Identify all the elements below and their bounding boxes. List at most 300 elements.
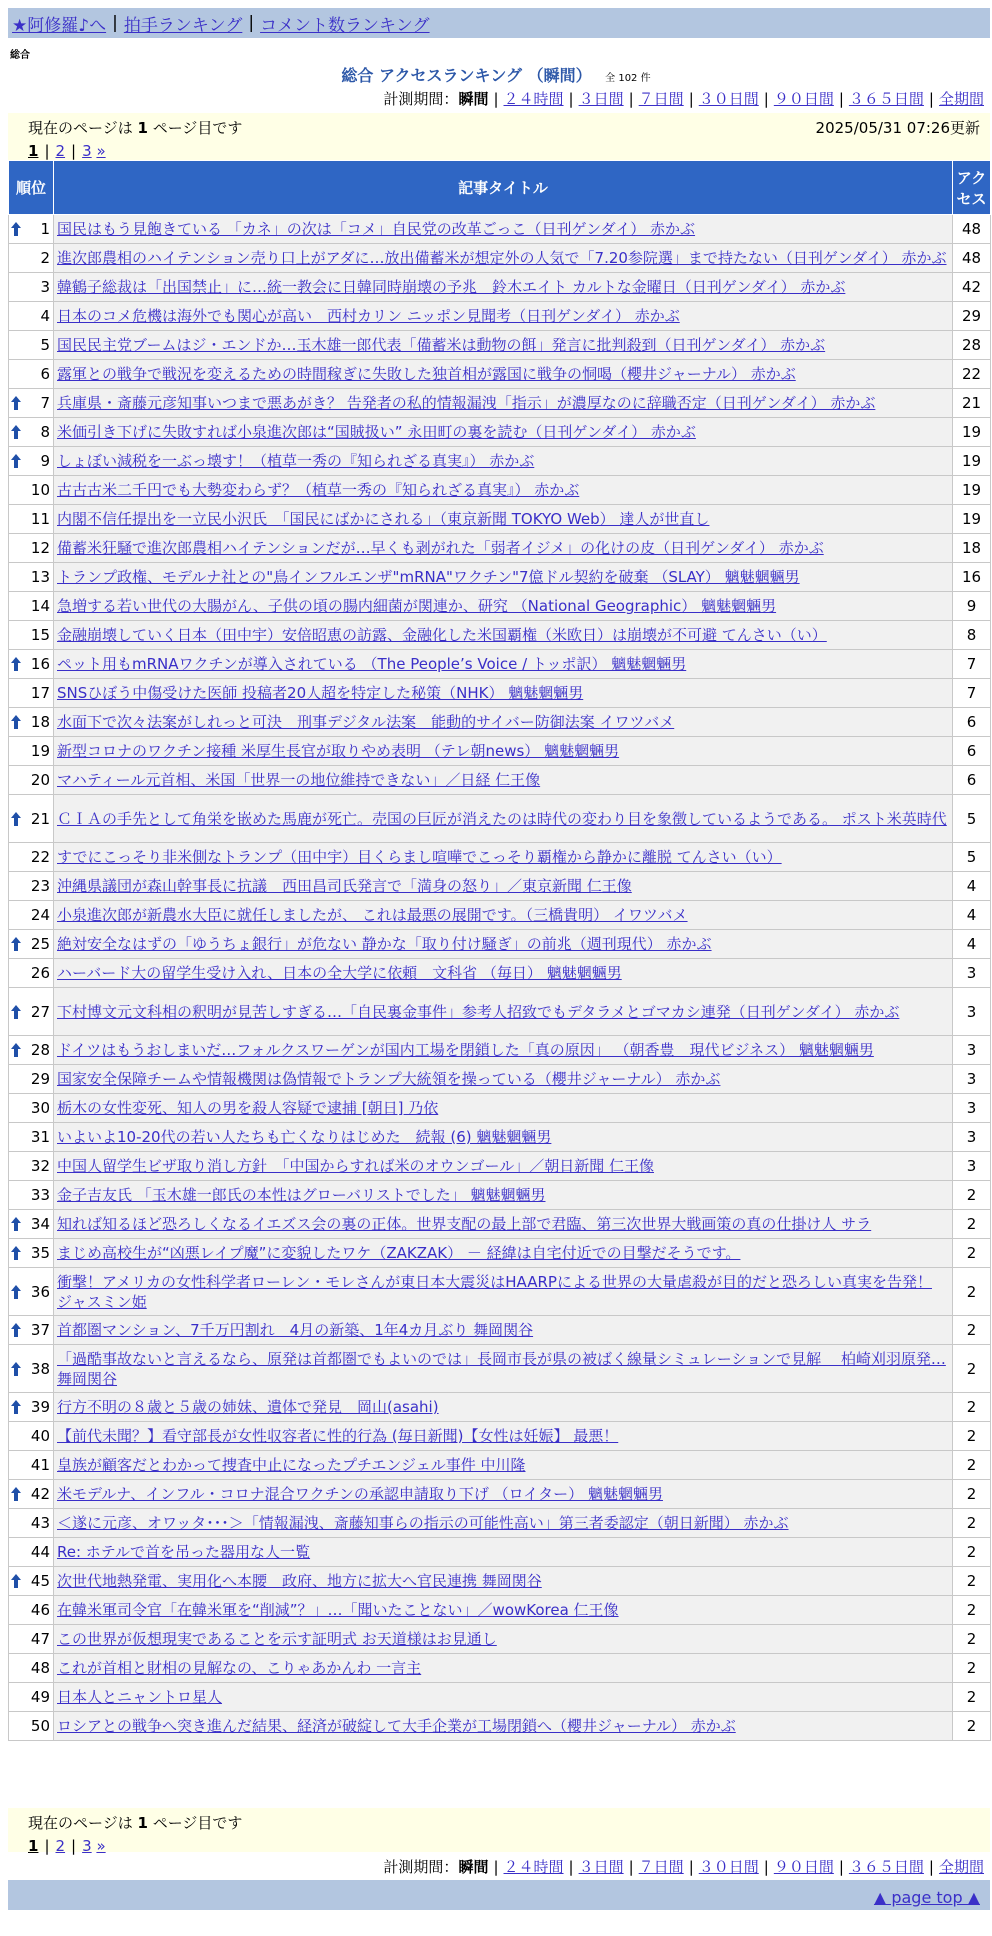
title-cell: [54, 988, 953, 1036]
title-cell: [54, 476, 953, 505]
table-row: [9, 215, 991, 244]
article-title-link[interactable]: SNSひぼう中傷受けた医師 投稿者20人超を特定した秘策（NHK） 魑魅魍魎男: [57, 684, 584, 702]
up-arrow-icon: [11, 1246, 21, 1260]
table-row: [9, 1596, 991, 1625]
table-row: [9, 505, 991, 534]
access-header: アクセス: [953, 161, 991, 215]
article-title-link[interactable]: 国民民主党ブームはジ・エンドか…玉木雄一郎代表「備蓄米は動物の餌」発言に批判殺到（日刊ゲンダイ） 赤かぶ: [57, 336, 826, 354]
rank-cell: [9, 592, 54, 621]
article-title-link[interactable]: いよいよ10-20代の若い人たちも亡くなりはじめた 続報 (6) 魑魅魍魎男: [57, 1128, 552, 1146]
period-link[interactable]: ９０日間: [773, 90, 834, 108]
period-label: 計測期間：: [383, 90, 459, 108]
title-cell: [54, 1152, 953, 1181]
rank-cell: [9, 930, 54, 959]
article-title-link[interactable]: ハーバード大の留学生受け入れ、日本の全大学に依頼 文科省 （毎日） 魑魅魍魎男: [57, 964, 622, 982]
title-cell: [54, 1094, 953, 1123]
period-separator: |: [688, 1858, 694, 1876]
rank-number: 22: [30, 848, 50, 866]
title-cell: [54, 447, 953, 476]
period-separator: |: [628, 1858, 634, 1876]
access-count: 3: [953, 1036, 991, 1065]
period-separator: |: [928, 90, 934, 108]
access-count: 2: [953, 1316, 991, 1345]
rank-number: 35: [30, 1244, 50, 1262]
rank-cell: [9, 1712, 54, 1741]
rank-cell: [9, 215, 54, 244]
rank-cell: [9, 1509, 54, 1538]
rank-cell: [9, 1451, 54, 1480]
table-row: [9, 302, 991, 331]
period-link[interactable]: ３０日間: [698, 90, 759, 108]
title-cell: [54, 1538, 953, 1567]
article-title-link[interactable]: ペット用もmRNAワクチンが導入されている （The People’s Voice / トッポ訳） 魑魅魍魎男: [57, 655, 687, 673]
rank-number: 38: [30, 1359, 50, 1378]
table-row: [9, 843, 991, 872]
title-cell: [54, 215, 953, 244]
rank-cell: [9, 872, 54, 901]
rank-number: 17: [30, 684, 50, 702]
up-arrow-icon: [11, 657, 21, 671]
table-row: [9, 1422, 991, 1451]
rank-cell: [9, 360, 54, 389]
access-count: 2: [953, 1345, 991, 1393]
rank-cell: [9, 1654, 54, 1683]
article-title-link[interactable]: 備蓄米狂騒で進次郎農相ハイテンションだが…早くも剥がれた「弱者イジメ」の化けの皮（日刊ゲンダイ） 赤かぶ: [57, 539, 824, 557]
access-count: 2: [953, 1210, 991, 1239]
rank-number: 5: [40, 336, 50, 354]
period-selector-top: [383, 88, 984, 109]
period-link[interactable]: 全期間: [938, 1858, 984, 1876]
page-separator: |: [71, 142, 77, 160]
table-row: [9, 389, 991, 418]
page-link[interactable]: 3: [82, 1837, 92, 1855]
rank-cell: [9, 843, 54, 872]
title-cell: [54, 650, 953, 679]
table-row: [9, 737, 991, 766]
title-cell: [54, 766, 953, 795]
rank-number: 32: [30, 1157, 50, 1175]
rank-number: 43: [30, 1514, 50, 1532]
article-title-link[interactable]: 【前代未聞？】看守部長が女性収容者に性的行為 (毎日新聞)【女性は妊娠】 最悪！: [57, 1427, 619, 1445]
rank-number: 27: [30, 1002, 50, 1021]
table-row: [9, 988, 991, 1036]
table-row: [9, 1567, 991, 1596]
comment-ranking-link[interactable]: コメント数ランキング: [260, 15, 430, 36]
title-cell: [54, 389, 953, 418]
nav-separator: |: [248, 13, 255, 33]
access-count: 2: [953, 1181, 991, 1210]
rank-number: 24: [30, 906, 50, 924]
rank-cell: [9, 1422, 54, 1451]
rank-number: 46: [30, 1601, 50, 1619]
article-title-link[interactable]: 金融崩壊していく日本（田中宇）安倍昭恵の訪露、金融化した米国覇権（米欧日）は崩壊が不可避 てんさい（い）: [57, 626, 827, 644]
period-selector-bottom: [383, 1856, 984, 1877]
title-cell: [54, 708, 953, 737]
access-count: 5: [953, 795, 991, 843]
page-top-link[interactable]: ▲ page top ▲: [873, 1888, 980, 1907]
access-count: 6: [953, 737, 991, 766]
top-nav-bar: [8, 8, 990, 38]
article-title-link[interactable]: 急増する若い世代の大腸がん、子供の頃の腸内細菌が関連か、研究 （National Geographic） 魑魅魍魎男: [57, 597, 777, 615]
access-count: 2: [953, 1654, 991, 1683]
article-title-link[interactable]: 金子吉友氏 「玉木雄一郎氏の本性はグローバリストでした」 魑魅魍魎男: [57, 1186, 546, 1204]
access-count: 6: [953, 766, 991, 795]
rank-number: 20: [30, 771, 50, 789]
rank-header: 順位: [9, 161, 54, 215]
up-arrow-icon: [11, 715, 21, 729]
article-title-link[interactable]: ＣＩＡの手先として角栄を嵌めた馬鹿が死亡。売国の巨匠が消えたのは時代の変わり目を象徴しているようである。 ポスト米英時代: [57, 809, 947, 828]
article-title-link[interactable]: 沖縄県議団が森山幹事長に抗議 西田昌司氏発言で「満身の怒り」／東京新聞 仁王像: [57, 877, 632, 895]
rank-number: 37: [30, 1321, 50, 1339]
page-link[interactable]: 2: [55, 142, 66, 160]
period-link[interactable]: ３日間: [578, 90, 624, 108]
rank-cell: [9, 273, 54, 302]
rank-cell: [9, 1036, 54, 1065]
article-title-link[interactable]: 韓鶴子総裁は「出国禁止」に…統一教会に日韓同時崩壊の予兆 鈴木エイト カルトな金曜日（日刊ゲンダイ） 赤かぶ: [57, 278, 846, 296]
home-link[interactable]: ★阿修羅♪へ: [12, 15, 107, 36]
table-row: [9, 360, 991, 389]
table-row: [9, 1345, 991, 1393]
article-title-link[interactable]: 首都圏マンション、7千万円割れ 4月の新築、1年4カ月ぶり 舞岡関谷: [57, 1321, 534, 1339]
access-count: 3: [953, 1094, 991, 1123]
title-cell: [54, 1480, 953, 1509]
article-title-link[interactable]: 「過酷事故ないと言えるなら、原発は首都圏でもよいのでは」長岡市長が県の被ばく線量シミュレーションで見解 柏崎刈羽原発… 舞岡関谷: [57, 1349, 946, 1388]
rank-cell: [9, 1567, 54, 1596]
rank-number: 48: [30, 1659, 50, 1677]
up-arrow-icon: [11, 454, 21, 468]
table-row: [9, 1625, 991, 1654]
article-title-link[interactable]: ドイツはもうおしまいだ…フォルクスワーゲンが国内工場を閉鎖した「真の原因」 （朝香豊 現代ビジネス） 魑魅魍魎男: [57, 1041, 874, 1059]
rank-number: 36: [30, 1282, 50, 1301]
article-title-link[interactable]: ロシアとの戦争へ突き進んだ結果、経済が破綻して大手企業が工場閉鎖へ（櫻井ジャーナル） 赤かぶ: [57, 1717, 736, 1735]
rank-cell: [9, 1268, 54, 1316]
rank-number: 3: [40, 278, 50, 296]
access-count: 2: [953, 1567, 991, 1596]
up-arrow-icon: [11, 1217, 21, 1231]
rank-number: 2: [40, 249, 50, 267]
current-page-label: 現在のページは 1 ページ目です: [28, 1814, 243, 1832]
article-title-link[interactable]: トランプ政権、モデルナ社との"鳥インフルエンザ"mRNA"ワクチン"7億ドル契約を破棄 （SLAY） 魑魅魍魎男: [57, 568, 800, 586]
period-separator: |: [838, 90, 844, 108]
period-link[interactable]: ２４時間: [503, 1858, 564, 1876]
period-separator: |: [838, 1858, 844, 1876]
rank-cell: [9, 1683, 54, 1712]
access-count: 48: [953, 215, 991, 244]
article-title-link[interactable]: Re: ホテルで首を吊った器用な人一覧: [57, 1543, 311, 1561]
access-count: 5: [953, 843, 991, 872]
access-count: 2: [953, 1239, 991, 1268]
up-arrow-icon: [11, 425, 21, 439]
rank-cell: [9, 621, 54, 650]
title-cell: [54, 679, 953, 708]
rank-number: 4: [40, 307, 50, 325]
article-title-link[interactable]: 内閣不信任提出を一立民小沢氏 「国民にばかにされる」（東京新聞 TOKYO Web） 達人が世直し: [57, 510, 710, 528]
title-cell: [54, 1654, 953, 1683]
title-cell: [54, 1393, 953, 1422]
period-link[interactable]: ７日間: [638, 90, 684, 108]
rank-number: 1: [40, 220, 50, 238]
rank-cell: [9, 1210, 54, 1239]
title-cell: [54, 505, 953, 534]
rank-cell: [9, 505, 54, 534]
title-cell: [54, 331, 953, 360]
article-title-link[interactable]: 国民はもう見飽きている 「カネ」の次は「コメ」自民党の改革ごっこ（日刊ゲンダイ） 赤かぶ: [57, 220, 696, 238]
period-separator: |: [568, 1858, 574, 1876]
access-count: 21: [953, 389, 991, 418]
access-count: 2: [953, 1625, 991, 1654]
access-count: 3: [953, 1065, 991, 1094]
period-separator: |: [493, 1858, 499, 1876]
table-row: [9, 563, 991, 592]
rank-number: 6: [40, 365, 50, 383]
access-count: 3: [953, 1123, 991, 1152]
period-separator: |: [763, 1858, 769, 1876]
title-cell: [54, 1210, 953, 1239]
access-count: 22: [953, 360, 991, 389]
page-next-link[interactable]: »: [96, 1837, 106, 1855]
article-title-link[interactable]: この世界が仮想現実であることを示す証明式 お天道様はお見通し: [57, 1630, 497, 1648]
table-row: [9, 273, 991, 302]
article-title-link[interactable]: 兵庫県・斎藤元彦知事いつまで悪あがき？ 告発者の私的情報漏洩「指示」が濃厚なのに辞職否定（日刊ゲンダイ） 赤かぶ: [57, 394, 876, 412]
period-separator: |: [688, 90, 694, 108]
title-cell: [54, 1509, 953, 1538]
rank-cell: [9, 959, 54, 988]
article-title-link[interactable]: ＜遂に元彦、オワッタ･･･＞「情報漏洩、斎藤知事らの指示の可能性高い」第三者委認定（朝日新聞） 赤かぶ: [57, 1514, 789, 1532]
article-title-link[interactable]: 日本のコメ危機は海外でも関心が高い 西村カリン ニッポン見聞考（日刊ゲンダイ） 赤かぶ: [57, 307, 680, 325]
rank-number: 50: [30, 1717, 50, 1735]
up-arrow-icon: [11, 1362, 21, 1376]
period-link[interactable]: ３６５日間: [848, 90, 924, 108]
article-title-link[interactable]: 知れば知るほど恐ろしくなるイエズス会の裏の正体。世界支配の最上部で君臨、第三次世界大戦画策の真の仕掛け人 サラ: [57, 1215, 872, 1233]
title-cell: [54, 592, 953, 621]
article-title-link[interactable]: 栃木の女性変死、知人の男を殺人容疑で逮捕 [朝日] 乃依: [57, 1099, 439, 1117]
article-title-link[interactable]: 行方不明の８歳と５歳の姉妹、遺体で発見 岡山(asahi): [57, 1398, 439, 1416]
title-cell: [54, 534, 953, 563]
rank-cell: [9, 1345, 54, 1393]
title-cell: [54, 1683, 953, 1712]
title-cell: [54, 901, 953, 930]
table-row: [9, 447, 991, 476]
table-row: [9, 1316, 991, 1345]
access-count: 2: [953, 1509, 991, 1538]
article-title-link[interactable]: 米モデルナ、インフル・コロナ混合ワクチンの承認申請取り下げ （ロイター） 魑魅魍魎男: [57, 1485, 663, 1503]
rank-cell: [9, 331, 54, 360]
article-title-link[interactable]: 新型コロナのワクチン接種 米厚生長官が取りやめ表明 （テレ朝news） 魑魅魍魎男: [57, 742, 620, 760]
table-row: [9, 872, 991, 901]
rank-number: 39: [30, 1398, 50, 1416]
title-cell: [54, 1712, 953, 1741]
article-title-link[interactable]: 中国人留学生ビザ取り消し方針 「中国からすれば米のオウンゴール」／朝日新聞 仁王像: [57, 1157, 654, 1175]
rank-cell: [9, 389, 54, 418]
title-cell: [54, 1567, 953, 1596]
table-row: [9, 1094, 991, 1123]
page-current: 1: [28, 1837, 39, 1855]
access-count: 2: [953, 1268, 991, 1316]
period-link[interactable]: ２４時間: [503, 90, 564, 108]
up-arrow-icon: [11, 812, 21, 826]
period-separator: |: [568, 90, 574, 108]
table-row: [9, 766, 991, 795]
rank-cell: [9, 1123, 54, 1152]
rank-number: 45: [30, 1572, 50, 1590]
title-cell: [54, 244, 953, 273]
table-row: [9, 418, 991, 447]
article-title-link[interactable]: 露軍との戦争で戦況を変えるための時間稼ぎに失敗した独首相が露国に戦争の恫喝（櫻井ジャーナル） 赤かぶ: [57, 365, 796, 383]
title-cell: [54, 1451, 953, 1480]
period-link[interactable]: ３６５日間: [848, 1858, 924, 1876]
table-row: [9, 476, 991, 505]
rank-number: 34: [30, 1215, 50, 1233]
access-count: 9: [953, 592, 991, 621]
nav-separator: |: [112, 13, 118, 33]
article-title-link[interactable]: 在韓米軍司令官「在韓米軍を“削減”？」…「聞いたことない」／wowKorea 仁王像: [57, 1601, 619, 1619]
article-title-link[interactable]: 日本人とニャントロ星人: [57, 1688, 223, 1706]
article-title-link[interactable]: 米価引き下げに失敗すれば小泉進次郎は“国賊扱い” 永田町の裏を読む（日刊ゲンダイ） 赤かぶ: [57, 423, 696, 441]
table-row: [9, 708, 991, 737]
title-cell: [54, 737, 953, 766]
period-label: 計測期間：: [383, 1858, 459, 1876]
title-cell: [54, 1181, 953, 1210]
title-cell: [54, 418, 953, 447]
rank-cell: [9, 302, 54, 331]
article-title-link[interactable]: 国家安全保障チームや情報機関は偽情報でトランプ大統領を操っている（櫻井ジャーナル） 赤かぶ: [57, 1070, 721, 1088]
access-count: 28: [953, 331, 991, 360]
title-cell: [54, 795, 953, 843]
clap-ranking-link[interactable]: 拍手ランキング: [123, 15, 243, 36]
rank-cell: [9, 1094, 54, 1123]
rank-number: 29: [30, 1070, 50, 1088]
rank-number: 11: [30, 510, 50, 528]
period-current: 瞬間: [458, 90, 489, 108]
page-info-top: [8, 113, 990, 160]
page-separator: |: [44, 142, 50, 160]
access-count: 29: [953, 302, 991, 331]
rank-cell: [9, 1480, 54, 1509]
title-cell: [54, 872, 953, 901]
rank-cell: [9, 1596, 54, 1625]
article-title-link[interactable]: すでにこっそり非米側なトランプ（田中宇）目くらまし喧嘩でこっそり覇権から静かに離脱 てんさい（い）: [57, 848, 782, 866]
title-cell: [54, 563, 953, 592]
article-title-link[interactable]: 水面下で次々法案がしれっと可決 刑事デジタル法案 能動的サイバー防御法案 イワツバメ: [57, 713, 675, 731]
rank-number: 18: [30, 713, 50, 731]
rank-number: 47: [30, 1630, 50, 1648]
period-link[interactable]: ７日間: [638, 1858, 684, 1876]
table-row: [9, 1393, 991, 1422]
article-title-link[interactable]: マハティール元首相、米国「世界一の地位維持できない」／日経 仁王像: [57, 771, 541, 789]
period-link[interactable]: ３日間: [578, 1858, 624, 1876]
page-next-link[interactable]: »: [96, 142, 106, 160]
title-cell: [54, 959, 953, 988]
title-cell: [54, 1625, 953, 1654]
title-cell: [54, 1065, 953, 1094]
article-title-link[interactable]: 皇族が顧客だとわかって捜査中止になったプチエンジェル事件 中川隆: [57, 1456, 526, 1474]
table-row: [9, 244, 991, 273]
title-cell: [54, 1345, 953, 1393]
table-row: [9, 901, 991, 930]
access-count: 6: [953, 708, 991, 737]
article-title-link[interactable]: まじめ高校生が“凶悪レイプ魔”に変貌したワケ（ZAKZAK） － 経緯は自宅付近での目撃だそうです。: [57, 1244, 741, 1262]
section-label: 総合: [10, 50, 30, 61]
article-title-link[interactable]: 古古古米二千円でも大勢変わらず？（植草一秀の『知られざる真実』） 赤かぶ: [57, 481, 580, 499]
title-cell: [54, 1268, 953, 1316]
period-current: 瞬間: [458, 1858, 489, 1876]
access-count: 2: [953, 1712, 991, 1741]
rank-cell: [9, 901, 54, 930]
access-count: 19: [953, 476, 991, 505]
table-row: [9, 1152, 991, 1181]
rank-number: 33: [30, 1186, 50, 1204]
access-count: 3: [953, 959, 991, 988]
article-title-link[interactable]: 進次郎農相のハイテンション売り口上がアダに…放出備蓄米が想定外の人気で「7.20参院選」まで持たない（日刊ゲンダイ） 赤かぶ: [57, 249, 947, 267]
table-row: [9, 650, 991, 679]
table-row: [9, 930, 991, 959]
rank-number: 8: [40, 423, 50, 441]
period-link[interactable]: ９０日間: [773, 1858, 834, 1876]
article-title-link[interactable]: これが首相と財相の見解なの、こりゃあかんわ 一言主: [57, 1659, 422, 1677]
period-separator: |: [928, 1858, 934, 1876]
title-cell: [54, 273, 953, 302]
title-cell: [54, 360, 953, 389]
rank-number: 41: [30, 1456, 50, 1474]
table-row: [9, 795, 991, 843]
rank-cell: [9, 244, 54, 273]
table-row: [9, 592, 991, 621]
rank-cell: [9, 563, 54, 592]
access-count: 2: [953, 1451, 991, 1480]
access-count: 2: [953, 1393, 991, 1422]
article-title-link[interactable]: しょぼい減税を一ぶっ壊す！（植草一秀の『知られざる真実』） 赤かぶ: [57, 452, 535, 470]
period-link[interactable]: ３０日間: [698, 1858, 759, 1876]
current-page-label: 現在のページは 1 ページ目です: [28, 119, 243, 137]
page-link[interactable]: 3: [82, 142, 92, 160]
rank-cell: [9, 1181, 54, 1210]
table-row: [9, 1036, 991, 1065]
article-title-link[interactable]: 下村博文元文科相の釈明が見苦しすぎる…「自民裏金事件」参考人招致でもデタラメとゴマカシ連発（日刊ゲンダイ） 赤かぶ: [57, 1002, 900, 1021]
rank-cell: [9, 418, 54, 447]
page-link[interactable]: 2: [55, 1837, 66, 1855]
access-count: 2: [953, 1596, 991, 1625]
rank-number: 10: [30, 481, 50, 499]
table-row: [9, 1451, 991, 1480]
title-cell: [54, 1239, 953, 1268]
up-arrow-icon: [11, 1323, 21, 1337]
period-link[interactable]: 全期間: [938, 90, 984, 108]
article-title-link[interactable]: 絶対安全なはずの「ゆうちょ銀行」が危ない 静かな「取り付け騒ぎ」の前兆（週刊現代） 赤かぶ: [57, 935, 712, 953]
article-title-link[interactable]: 衝撃！アメリカの女性科学者ローレン・モレさんが東日本大震災はHAARPによる世界の大量虐殺が目的だと恐ろしい真実を告発！ ジャスミン姫: [57, 1272, 932, 1311]
period-separator: |: [493, 90, 499, 108]
rank-number: 49: [30, 1688, 50, 1706]
rank-cell: [9, 766, 54, 795]
up-arrow-icon: [11, 1487, 21, 1501]
article-title-link[interactable]: 次世代地熱発電、実用化へ本腰 政府、地方に拡大へ官民連携 舞岡関谷: [57, 1572, 542, 1590]
rank-number: 12: [30, 539, 50, 557]
rank-number: 40: [30, 1427, 50, 1445]
rank-cell: [9, 1152, 54, 1181]
access-count: 3: [953, 1152, 991, 1181]
access-count: 7: [953, 650, 991, 679]
access-count: 4: [953, 901, 991, 930]
up-arrow-icon: [11, 222, 21, 236]
article-title-link[interactable]: 小泉進次郎が新農水大臣に就任しましたが、 これは最悪の展開です。（三橋貴明） イワツバメ: [57, 906, 688, 924]
rank-number: 14: [30, 597, 50, 615]
page-current: 1: [28, 142, 39, 160]
access-count: 4: [953, 930, 991, 959]
rank-cell: [9, 447, 54, 476]
table-row: [9, 1538, 991, 1567]
rank-cell: [9, 795, 54, 843]
access-count: 4: [953, 872, 991, 901]
title-cell: [54, 930, 953, 959]
